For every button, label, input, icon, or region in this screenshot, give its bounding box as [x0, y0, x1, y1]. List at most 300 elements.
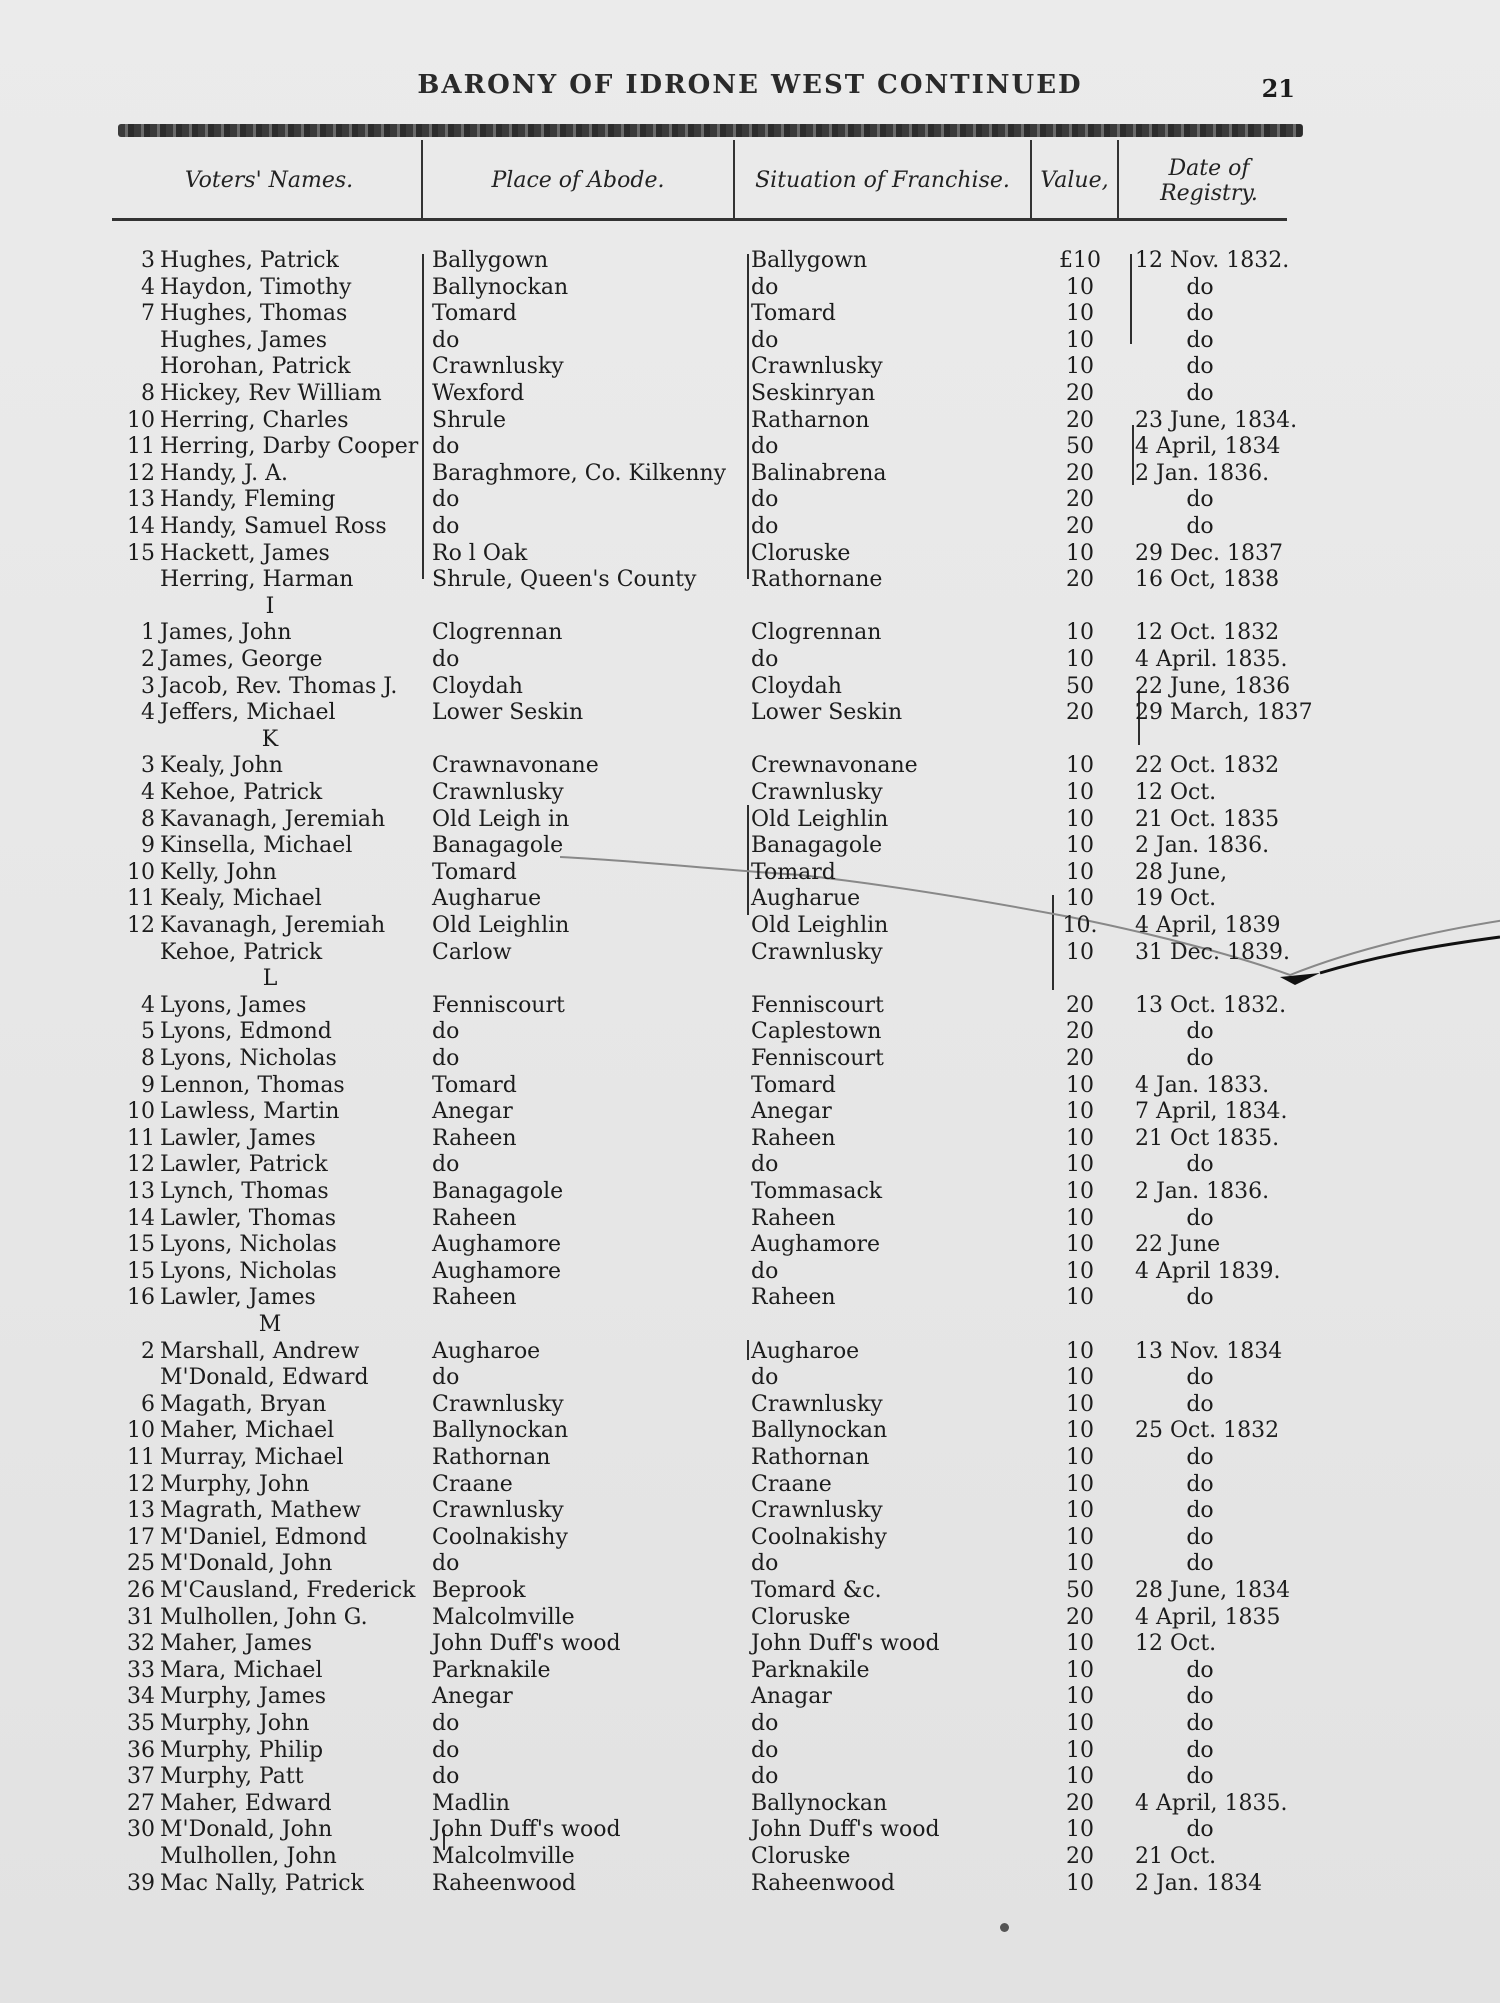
franchise-value: 10 [1066, 859, 1094, 885]
table-row [0, 1126, 1500, 1153]
place-of-abode: Raheen [432, 1125, 517, 1151]
voter-name: Herring, Harman [160, 567, 354, 593]
date-of-registry: 31 Dec. 1839. [1135, 939, 1290, 965]
voter-name: Handy, Fleming [160, 487, 336, 513]
place-of-abode: Malcolmville [432, 1604, 575, 1630]
voter-number: 32 [127, 1631, 155, 1657]
franchise-value: 50 [1066, 673, 1094, 699]
place-of-abode: do [432, 514, 460, 539]
franchise-value: 10 [1066, 833, 1094, 859]
franchise-value: 20 [1066, 514, 1094, 539]
franchise-value: 20 [1066, 567, 1094, 593]
table-row [0, 780, 1500, 807]
voter-name: Hackett, James [160, 540, 330, 566]
table-row [0, 354, 1500, 381]
date-of-registry: do [1186, 1471, 1214, 1497]
date-of-registry: 7 April, 1834. [1135, 1099, 1288, 1125]
date-of-registry: do [1186, 1445, 1214, 1470]
franchise-value: 10 [1066, 540, 1094, 566]
voter-name: Herring, Darby Cooper [160, 434, 419, 460]
place-of-abode: Lower Seskin [432, 700, 584, 726]
place-of-abode: do [432, 1711, 460, 1736]
situation-of-franchise: Cloydah [751, 673, 842, 699]
date-of-registry: 12 Oct. [1135, 780, 1217, 805]
voter-name: Murphy, John [160, 1471, 310, 1497]
date-of-registry: 12 Oct. 1832 [1135, 620, 1280, 646]
situation-of-franchise: do [751, 327, 779, 353]
table-row [0, 301, 1500, 328]
date-of-registry: 21 Oct 1835. [1135, 1125, 1280, 1151]
situation-of-franchise: Augharoe [751, 1338, 860, 1364]
situation-of-franchise: Balinabrena [751, 460, 887, 486]
table-row [0, 1179, 1500, 1206]
situation-of-franchise: Ballynockan [751, 1418, 888, 1444]
franchise-value: 10 [1066, 1338, 1094, 1364]
voter-name: Lawless, Martin [160, 1099, 340, 1125]
voter-name: Mulhollen, John G. [160, 1604, 368, 1630]
date-of-registry: 4 April, 1835. [1135, 1790, 1288, 1816]
franchise-value: 10 [1066, 1072, 1094, 1098]
place-of-abode: Augharue [432, 886, 542, 912]
situation-of-franchise: John Duff's wood [751, 1631, 940, 1657]
voter-name: Herring, Charles [160, 407, 349, 433]
voter-number: 16 [127, 1285, 155, 1311]
date-of-registry: 13 Oct. 1832. [1135, 992, 1287, 1018]
voter-name: Mulhollen, John [160, 1844, 337, 1869]
table-row [0, 1046, 1500, 1073]
voter-number: 15 [127, 1258, 155, 1284]
voter-number: 10 [127, 1418, 155, 1444]
situation-of-franchise: Banagagole [751, 833, 883, 859]
voter-number: 39 [127, 1870, 155, 1896]
place-of-abode: do [432, 487, 460, 513]
place-of-abode: Anegar [432, 1684, 513, 1710]
voter-number: 26 [127, 1578, 155, 1603]
voter-name: Kehoe, Patrick [160, 939, 323, 965]
place-of-abode: Aughamore [432, 1232, 562, 1258]
table-row [0, 1445, 1500, 1472]
table-row [0, 1392, 1500, 1419]
franchise-value: 10 [1066, 780, 1094, 805]
situation-of-franchise: Tomard [751, 1072, 836, 1098]
franchise-value: 10 [1066, 753, 1094, 779]
voter-name: Lyons, Nicholas [160, 1232, 337, 1258]
table-row [0, 647, 1500, 674]
situation-of-franchise: do [751, 1711, 779, 1736]
table-row [0, 1099, 1500, 1126]
table-row [0, 1418, 1500, 1445]
table-row [0, 461, 1500, 488]
table-row [0, 514, 1500, 541]
situation-of-franchise: do [751, 1737, 779, 1763]
place-of-abode: Old Leigh in [432, 806, 570, 832]
situation-of-franchise: Ratharnon [751, 407, 870, 433]
franchise-value: 10 [1066, 939, 1094, 965]
franchise-value: 10 [1066, 1391, 1094, 1417]
voter-name: Lyons, Nicholas [160, 1258, 337, 1284]
franchise-value: 10 [1066, 1471, 1094, 1497]
franchise-value: 10 [1066, 1631, 1094, 1657]
franchise-value: 20 [1066, 700, 1094, 726]
voter-number: 13 [127, 1179, 155, 1204]
place-of-abode: Beprook [432, 1578, 526, 1603]
situation-of-franchise: Cloruske [751, 1604, 851, 1630]
table-row [0, 753, 1500, 780]
voter-name: Kealy, Michael [160, 886, 322, 912]
date-of-registry: do [1186, 1391, 1214, 1417]
place-of-abode: do [432, 647, 460, 672]
table-row [0, 1525, 1500, 1552]
situation-of-franchise: Old Leighlin [751, 806, 889, 832]
situation-of-franchise: Tommasack [751, 1179, 883, 1204]
voter-name: M'Donald, John [160, 1551, 333, 1577]
date-of-registry: 2 Jan. 1834 [1135, 1870, 1263, 1896]
place-of-abode: Ro l Oak [432, 540, 528, 566]
voter-name: Murray, Michael [160, 1445, 344, 1470]
situation-of-franchise: Rathornan [751, 1445, 870, 1470]
table-row [0, 886, 1500, 913]
voter-number: 10 [127, 1099, 155, 1125]
voter-number: 11 [127, 434, 155, 460]
place-of-abode: Clogrennan [432, 620, 563, 646]
voter-name: Lyons, Edmond [160, 1019, 332, 1045]
franchise-value: 10 [1066, 1285, 1094, 1311]
table-row [0, 913, 1500, 940]
voter-number: 3 [141, 673, 155, 699]
place-of-abode: do [432, 1365, 460, 1391]
table-row [0, 1365, 1500, 1392]
franchise-value: 10 [1066, 620, 1094, 646]
voter-name: Hughes, James [160, 327, 328, 353]
franchise-value: 10 [1066, 1817, 1094, 1843]
column-header-voters-names: Voters' Names. [184, 168, 354, 194]
voter-name: Kinsella, Michael [160, 833, 353, 859]
franchise-value: 10 [1066, 1418, 1094, 1444]
table-row [0, 807, 1500, 834]
franchise-value: 20 [1066, 487, 1094, 513]
situation-of-franchise: John Duff's wood [751, 1817, 940, 1843]
place-of-abode: John Duff's wood [432, 1631, 621, 1657]
voter-number: 30 [127, 1817, 155, 1843]
franchise-value: 20 [1066, 381, 1094, 406]
voter-number: 14 [127, 1205, 155, 1231]
date-of-registry: do [1186, 1711, 1214, 1736]
place-of-abode: Rathornan [432, 1445, 551, 1470]
voter-name: Murphy, John [160, 1711, 310, 1736]
table-row [0, 541, 1500, 568]
date-of-registry: 2 Jan. 1836. [1135, 460, 1270, 486]
table-row [0, 1658, 1500, 1685]
page-title: BARONY OF IDRONE WEST CONTINUED [417, 70, 1083, 100]
table-row [0, 1871, 1500, 1898]
franchise-value: 20 [1066, 1046, 1094, 1071]
voter-number: 1 [141, 620, 155, 646]
date-of-registry: 22 June [1135, 1232, 1221, 1258]
voter-number: 15 [127, 540, 155, 566]
situation-of-franchise: Cloruske [751, 540, 851, 566]
situation-of-franchise: Crewnavonane [751, 753, 918, 779]
place-of-abode: Tomard [432, 1072, 517, 1098]
table-row [0, 1285, 1500, 1312]
franchise-value: 10 [1066, 1764, 1094, 1790]
voter-number: 7 [141, 301, 155, 327]
date-of-registry: 19 Oct. [1135, 886, 1217, 912]
column-header-value: Value, [1040, 168, 1109, 194]
franchise-value: 50 [1066, 1578, 1094, 1603]
voter-number: 4 [141, 700, 155, 726]
voter-number: 13 [127, 1498, 155, 1524]
voter-name: Magrath, Mathew [160, 1498, 361, 1524]
table-row [0, 567, 1500, 594]
franchise-value: 20 [1066, 1019, 1094, 1045]
voter-name: M'Causland, Frederick [160, 1578, 416, 1603]
date-of-registry: 4 Jan. 1833. [1135, 1072, 1270, 1098]
place-of-abode: Crawnlusky [432, 354, 564, 380]
voter-number: 17 [127, 1524, 155, 1550]
voter-number: 36 [127, 1737, 155, 1763]
voter-name: Lyons, James [160, 992, 307, 1018]
voter-number: 3 [141, 248, 155, 273]
voter-name: Kealy, John [160, 753, 283, 779]
table-row [0, 1605, 1500, 1632]
voter-number: 9 [141, 1072, 155, 1098]
table-row [0, 940, 1500, 967]
franchise-value: 10 [1066, 1657, 1094, 1683]
franchise-value: 10. [1062, 913, 1098, 938]
voter-number: 13 [127, 487, 155, 513]
date-of-registry: 13 Nov. 1834 [1135, 1338, 1283, 1364]
voter-number: 11 [127, 886, 155, 912]
table-row [0, 1631, 1500, 1658]
franchise-value: 10 [1066, 1870, 1094, 1896]
voter-number: 10 [127, 859, 155, 885]
voter-name: Handy, Samuel Ross [160, 514, 387, 539]
date-of-registry: 28 June, 1834 [1135, 1578, 1291, 1603]
situation-of-franchise: Ballynockan [751, 1790, 888, 1816]
place-of-abode: Banagagole [432, 833, 564, 859]
voter-name: Lyons, Nicholas [160, 1046, 337, 1071]
situation-of-franchise: do [751, 487, 779, 513]
date-of-registry: do [1186, 1684, 1214, 1710]
voter-number: 8 [141, 1046, 155, 1071]
table-row [0, 408, 1500, 435]
place-of-abode: Anegar [432, 1099, 513, 1125]
table-row [0, 833, 1500, 860]
date-of-registry: 22 June, 1836 [1135, 673, 1291, 699]
situation-of-franchise: Raheen [751, 1125, 836, 1151]
situation-of-franchise: do [751, 1258, 779, 1284]
situation-of-franchise: Crawnlusky [751, 354, 883, 380]
voter-number: 9 [141, 833, 155, 859]
situation-of-franchise: Cloruske [751, 1844, 851, 1869]
voter-name: Maher, James [160, 1631, 313, 1657]
table-row [0, 1578, 1500, 1605]
place-of-abode: Malcolmville [432, 1844, 575, 1869]
voter-number: 35 [127, 1711, 155, 1736]
voter-name: Handy, J. A. [160, 460, 289, 486]
section-letter: M [258, 1312, 282, 1337]
situation-of-franchise: Old Leighlin [751, 913, 889, 938]
franchise-value: 10 [1066, 886, 1094, 912]
voter-name: Magath, Bryan [160, 1391, 327, 1417]
voter-number: 25 [127, 1551, 155, 1577]
franchise-value: 10 [1066, 1365, 1094, 1391]
franchise-value: 20 [1066, 1790, 1094, 1816]
voter-number: 11 [127, 1125, 155, 1151]
voter-name: Jacob, Rev. Thomas J. [160, 673, 398, 699]
situation-of-franchise: Raheen [751, 1205, 836, 1231]
place-of-abode: Fenniscourt [432, 992, 565, 1018]
section-letter: K [261, 726, 279, 752]
situation-of-franchise: do [751, 434, 779, 460]
table-row [0, 1472, 1500, 1499]
date-of-registry: do [1186, 1046, 1214, 1071]
date-of-registry: do [1186, 274, 1214, 300]
voter-number: 2 [141, 1338, 155, 1364]
voter-name: Kelly, John [160, 859, 277, 885]
place-of-abode: John Duff's wood [432, 1817, 621, 1843]
voter-number: 12 [127, 913, 155, 938]
place-of-abode: Craane [432, 1471, 513, 1497]
situation-of-franchise: do [751, 1152, 779, 1178]
voter-name: Kavanagh, Jeremiah [160, 806, 386, 832]
franchise-value: 50 [1066, 434, 1094, 460]
franchise-value: 10 [1066, 806, 1094, 832]
date-of-registry: 4 April, 1835 [1135, 1604, 1281, 1630]
voter-number: 2 [141, 647, 155, 672]
franchise-value: 10 [1066, 1258, 1094, 1284]
situation-of-franchise: Tomard &c. [751, 1578, 882, 1603]
section-letter: L [262, 966, 278, 992]
situation-of-franchise: Craane [751, 1471, 832, 1497]
franchise-value: 10 [1066, 301, 1094, 327]
situation-of-franchise: Rathornane [751, 567, 883, 593]
voter-number: 8 [141, 806, 155, 832]
place-of-abode: Wexford [432, 381, 525, 406]
place-of-abode: Raheenwood [432, 1870, 576, 1896]
table-row [0, 328, 1500, 355]
voter-name: M'Daniel, Edmond [160, 1524, 368, 1550]
franchise-value: 10 [1066, 1205, 1094, 1231]
date-of-registry: do [1186, 1365, 1214, 1391]
situation-of-franchise: Crawnlusky [751, 1498, 883, 1524]
voter-name: Murphy, James [160, 1684, 327, 1710]
voter-name: Jeffers, Michael [160, 700, 336, 726]
franchise-value: 10 [1066, 1711, 1094, 1736]
date-of-registry: 2 Jan. 1836. [1135, 1179, 1270, 1204]
date-of-registry: do [1186, 1737, 1214, 1763]
voter-number: 8 [141, 381, 155, 406]
header-top-rule [118, 124, 1303, 137]
voter-number: 15 [127, 1232, 155, 1258]
date-of-registry: do [1186, 1764, 1214, 1790]
franchise-value: 20 [1066, 407, 1094, 433]
place-of-abode: Shrule [432, 407, 506, 433]
voter-name: Kehoe, Patrick [160, 780, 323, 805]
franchise-value: 10 [1066, 1152, 1094, 1178]
date-of-registry: do [1186, 327, 1214, 353]
franchise-value: 20 [1066, 460, 1094, 486]
voter-name: Kavanagh, Jeremiah [160, 913, 386, 938]
situation-of-franchise: Clogrennan [751, 620, 882, 646]
date-of-registry: do [1186, 514, 1214, 539]
situation-of-franchise: Anegar [751, 1099, 832, 1125]
situation-of-franchise: Caplestown [751, 1019, 882, 1045]
date-of-registry: do [1186, 1498, 1214, 1524]
voter-name: Lawler, James [160, 1125, 316, 1151]
date-of-registry: do [1186, 301, 1214, 327]
voter-number: 4 [141, 992, 155, 1018]
franchise-value: 20 [1066, 1604, 1094, 1630]
place-of-abode: Crawnavonane [432, 753, 599, 779]
place-of-abode: Banagagole [432, 1179, 564, 1204]
situation-of-franchise: Aughamore [751, 1232, 881, 1258]
place-of-abode: Baraghmore, Co. Kilkenny [432, 460, 727, 486]
voter-name: Lawler, Thomas [160, 1205, 337, 1231]
place-of-abode: Raheen [432, 1205, 517, 1231]
situation-of-franchise: do [751, 514, 779, 539]
date-of-registry: 16 Oct, 1838 [1135, 567, 1280, 593]
voter-name: M'Donald, John [160, 1817, 333, 1843]
voter-number: 31 [127, 1604, 155, 1630]
date-of-registry: do [1186, 381, 1214, 406]
table-row [0, 1791, 1500, 1818]
situation-of-franchise: Raheenwood [751, 1870, 895, 1896]
voter-number: 12 [127, 1471, 155, 1497]
place-of-abode: do [432, 1152, 460, 1178]
place-of-abode: Madlin [432, 1790, 510, 1816]
voter-name: Horohan, Patrick [160, 354, 351, 380]
table-row [0, 1844, 1500, 1871]
place-of-abode: Ballynockan [432, 274, 569, 300]
voter-number: 4 [141, 274, 155, 300]
voter-name: Lennon, Thomas [160, 1072, 345, 1098]
voter-name: Mara, Michael [160, 1657, 323, 1683]
column-header-situation-of-franchise: Situation of Franchise. [755, 168, 1010, 194]
place-of-abode: Ballynockan [432, 1418, 569, 1444]
franchise-value: £10 [1059, 248, 1101, 273]
voter-name: Murphy, Philip [160, 1737, 324, 1763]
table-row [0, 674, 1500, 701]
date-of-registry: do [1186, 1657, 1214, 1683]
table-row [0, 993, 1500, 1020]
situation-of-franchise: Fenniscourt [751, 1046, 884, 1071]
voter-number: 10 [127, 407, 155, 433]
date-of-registry: 22 Oct. 1832 [1135, 753, 1280, 779]
section-letter: I [265, 593, 275, 619]
place-of-abode: do [432, 1551, 460, 1577]
franchise-value: 10 [1066, 274, 1094, 300]
voter-name: James, John [160, 620, 292, 646]
date-of-registry: do [1186, 1205, 1214, 1231]
date-of-registry: do [1186, 354, 1214, 380]
table-row [0, 1232, 1500, 1259]
voter-number: 6 [141, 1391, 155, 1417]
place-of-abode: Shrule, Queen's County [432, 567, 697, 593]
table-row [0, 1817, 1500, 1844]
table-row [0, 275, 1500, 302]
situation-of-franchise: Crawnlusky [751, 939, 883, 965]
table-row [0, 1019, 1500, 1046]
place-of-abode: Crawnlusky [432, 1391, 564, 1417]
place-of-abode: Tomard [432, 859, 517, 885]
place-of-abode: Old Leighlin [432, 913, 570, 938]
place-of-abode: Carlow [432, 939, 512, 965]
date-of-registry: 12 Oct. [1135, 1631, 1217, 1657]
situation-of-franchise: Tomard [751, 859, 836, 885]
date-of-registry: 29 March, 1837 [1135, 700, 1313, 726]
situation-of-franchise: Crawnlusky [751, 1391, 883, 1417]
